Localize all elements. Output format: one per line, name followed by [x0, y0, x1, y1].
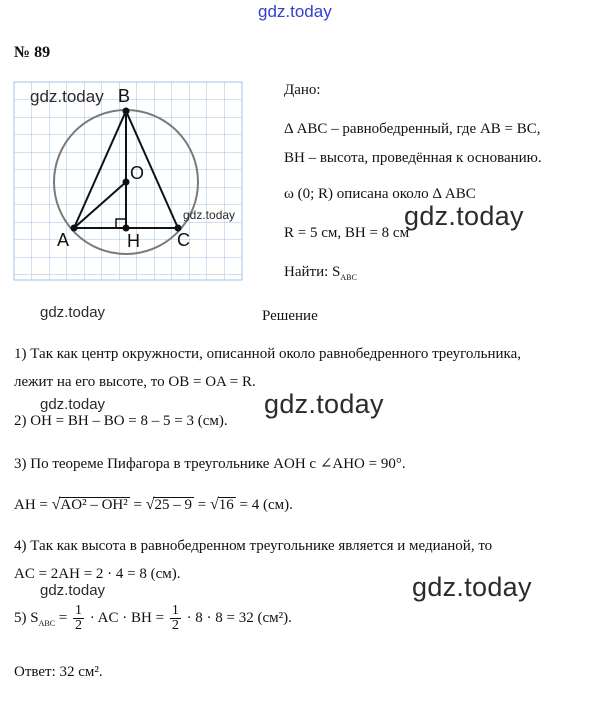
sqrt-sign-1: √: [51, 496, 61, 513]
given-line-1: Δ ABC – равнобедренный, где AB = BC,: [284, 121, 541, 137]
watermark-solution-1: gdz.today: [40, 304, 106, 321]
area-eq: =: [58, 609, 68, 626]
point-b: [123, 108, 130, 115]
problem-number: № 89: [14, 44, 51, 61]
watermark-figure-1: gdz.today: [30, 87, 104, 106]
find-label: Найти: S: [284, 264, 341, 280]
area-middle: · AC · BH =: [89, 609, 165, 626]
label-c: C: [177, 230, 190, 250]
given-line-3: ω (0; R) описана около Δ ABC: [284, 186, 476, 202]
sqrt-sign-2: √: [145, 496, 155, 513]
step-1-line-2: лежит на его высоте, то OB = OA = R.: [14, 374, 256, 390]
watermark-solution-4: gdz.today: [40, 582, 106, 599]
step-3: 3) По теореме Пифагора в треугольнике AOH с ∠AHO = 90°.: [14, 456, 406, 472]
fraction-1-den: 2: [75, 618, 83, 633]
formula-result: = 4 (см).: [239, 497, 293, 513]
fraction-1-num: 1: [75, 603, 83, 618]
step-1-line-1: 1) Так как центр окружности, описанной около равнобедренного треугольника,: [14, 346, 522, 362]
watermark-solution-5: gdz.today: [412, 572, 532, 602]
point-o: [123, 179, 130, 186]
label-o: O: [130, 163, 145, 183]
label-a: A: [57, 230, 70, 250]
label-b: B: [118, 86, 131, 106]
fraction-2: [170, 604, 181, 633]
area-sub: ABC: [38, 618, 56, 628]
area-label: 5) S: [14, 609, 39, 626]
given-find: [284, 264, 357, 281]
point-a: [71, 225, 78, 232]
step-2: 2) OH = BH – BO = 8 – 5 = 3 (см).: [14, 413, 228, 429]
formula-lhs: AH =: [14, 497, 48, 513]
fraction-2-den: 2: [171, 618, 179, 633]
watermark-solution-3: gdz.today: [264, 389, 384, 419]
given-line-2: BH – высота, проведённая к основанию.: [284, 150, 542, 166]
area-tail: · 8 · 8 = 32 (см²).: [186, 609, 292, 626]
find-sub: ABC: [340, 273, 357, 282]
step-3-formula: [14, 496, 293, 514]
radicand-3: 16: [218, 497, 234, 513]
formula-eq-1: =: [133, 497, 142, 513]
watermark-solution-2: gdz.today: [40, 396, 106, 413]
watermark-figure-2: gdz.today: [183, 208, 236, 222]
fraction-1: [73, 604, 84, 633]
label-h: H: [127, 231, 140, 251]
given-title: Дано:: [284, 82, 321, 98]
step-4-line-1: 4) Так как высота в равнобедренном треугольнике является и медианой, то: [14, 538, 493, 554]
solution-heading: Решение: [262, 308, 318, 324]
step-4-line-2: AC = 2AH = 2 · 4 = 8 (см).: [14, 566, 181, 582]
answer: Ответ: 32 см².: [14, 664, 103, 680]
radicand-1: AO² – OH²: [60, 497, 128, 513]
fraction-2-num: 1: [171, 603, 179, 618]
watermark-given: gdz.today: [404, 201, 524, 231]
watermark-top: gdz.today: [258, 2, 332, 21]
given-line-4: R = 5 см, BH = 8 см: [284, 225, 410, 241]
formula-eq-2: =: [197, 497, 207, 513]
sqrt-sign-3: √: [209, 496, 219, 513]
radicand-2: 25 – 9: [154, 497, 192, 513]
step-5: [14, 604, 292, 633]
